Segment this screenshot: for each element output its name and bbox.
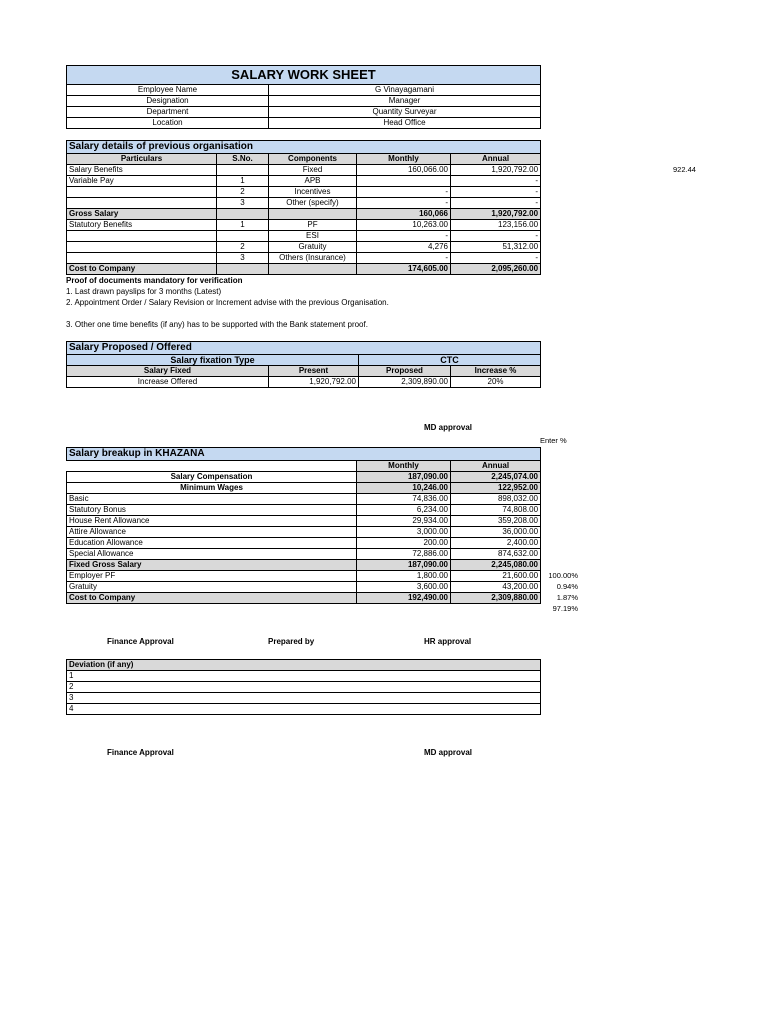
khazana-row [67, 472, 541, 483]
column-header: Monthly [357, 461, 451, 472]
previous-row [67, 231, 541, 242]
component-label: Statutory Bonus [67, 505, 357, 516]
column-header: Particulars [67, 154, 217, 165]
khazana-table [66, 447, 541, 604]
component-label: Special Allowance [67, 549, 357, 560]
proposed-heading: Salary Proposed / Offered [67, 342, 541, 355]
monthly-cell: - [357, 253, 451, 264]
component-cell: APB [269, 176, 357, 187]
khazana-row [67, 483, 541, 494]
previous-row [67, 253, 541, 264]
khazana-row [67, 538, 541, 549]
ctc-label: CTC [359, 355, 541, 366]
khazana-row [67, 549, 541, 560]
monthly-cell: 160,066 [357, 209, 451, 220]
monthly-cell: 10,263.00 [357, 220, 451, 231]
sno-cell: 1 [217, 176, 269, 187]
previous-row [67, 209, 541, 220]
proposed-cell: 1,920,792.00 [269, 377, 359, 388]
annual-cell: 51,312.00 [451, 242, 541, 253]
prepared-by-label: Prepared by [268, 637, 315, 646]
employee-value: G Vinayagamani [269, 85, 541, 96]
sno-cell: 2 [217, 187, 269, 198]
previous-row [67, 242, 541, 253]
proof-item: 3. Other one time benefits (if any) has to be supported with the Bank statement proof. [66, 320, 368, 329]
annual-cell: - [451, 176, 541, 187]
particulars-cell [67, 198, 217, 209]
sno-cell [217, 209, 269, 220]
monthly-cell: 4,276 [357, 242, 451, 253]
deviation-row: 1 [67, 671, 541, 682]
percent-value: 100.00% [548, 571, 578, 580]
sno-cell: 1 [217, 220, 269, 231]
component-label: Fixed Gross Salary [67, 560, 357, 571]
particulars-cell: Cost to Company [67, 264, 217, 275]
component-cell: Gratuity [269, 242, 357, 253]
monthly-cell: - [357, 198, 451, 209]
monthly-cell: 174,605.00 [357, 264, 451, 275]
column-header: Annual [451, 154, 541, 165]
employee-value: Quantity Surveyar [269, 107, 541, 118]
column-header: Present [269, 366, 359, 377]
proposed-table [66, 341, 541, 388]
proposed-cell: 2,309,890.00 [359, 377, 451, 388]
proposed-cell: 20% [451, 377, 541, 388]
proof-heading: Proof of documents mandatory for verification [66, 276, 243, 285]
component-label: Gratuity [67, 582, 357, 593]
hr-approval-label: HR approval [424, 637, 472, 646]
fixation-type-label: Salary fixation Type [67, 355, 359, 366]
particulars-cell [67, 231, 217, 242]
column-header: Salary Fixed [67, 366, 269, 377]
particulars-cell [67, 187, 217, 198]
khazana-row [67, 560, 541, 571]
md-approval-label: MD approval [424, 748, 473, 757]
deviation-heading: Deviation (if any) [67, 660, 541, 671]
previous-heading: Salary details of previous organisation [67, 141, 541, 154]
component-label: Attire Allowance [67, 527, 357, 538]
component-label: Cost to Company [67, 593, 357, 604]
employee-value: Manager [269, 96, 541, 107]
annual-cell: 1,920,792.00 [451, 165, 541, 176]
sno-cell: 3 [217, 198, 269, 209]
deviation-row: 3 [67, 693, 541, 704]
previous-row [67, 187, 541, 198]
khazana-row [67, 516, 541, 527]
khazana-row [67, 571, 541, 582]
annual-cell: - [451, 187, 541, 198]
component-cell: Others (Insurance) [269, 253, 357, 264]
khazana-row [67, 505, 541, 516]
annual-cell: 43,200.00 [451, 582, 541, 593]
percent-value: 97.19% [552, 604, 578, 613]
particulars-cell: Variable Pay [67, 176, 217, 187]
monthly-cell: 6,234.00 [357, 505, 451, 516]
previous-row [67, 165, 541, 176]
annual-cell: 2,400.00 [451, 538, 541, 549]
annual-cell: 123,156.00 [451, 220, 541, 231]
particulars-cell: Statutory Benefits [67, 220, 217, 231]
monthly-cell: 200.00 [357, 538, 451, 549]
annual-cell: 2,309,880.00 [451, 593, 541, 604]
sno-cell: 2 [217, 242, 269, 253]
monthly-cell [357, 176, 451, 187]
component-cell: Fixed [269, 165, 357, 176]
proposed-cell: Increase Offered [67, 377, 269, 388]
annual-cell: 359,208.00 [451, 516, 541, 527]
annual-cell: 122,952.00 [451, 483, 541, 494]
annual-cell: - [451, 253, 541, 264]
sno-cell [217, 165, 269, 176]
column-header: Monthly [357, 154, 451, 165]
employee-table [66, 65, 541, 129]
blank-cell [67, 461, 357, 472]
component-cell: Other (specify) [269, 198, 357, 209]
component-label: Minimum Wages [67, 483, 357, 494]
previous-row [67, 264, 541, 275]
monthly-cell: 29,934.00 [357, 516, 451, 527]
employee-label: Designation [67, 96, 269, 107]
particulars-cell: Salary Benefits [67, 165, 217, 176]
annual-cell: 898,032.00 [451, 494, 541, 505]
employee-label: Employee Name [67, 85, 269, 96]
component-label: House Rent Allowance [67, 516, 357, 527]
khazana-row [67, 593, 541, 604]
component-cell [269, 264, 357, 275]
monthly-cell: - [357, 187, 451, 198]
monthly-cell: 192,490.00 [357, 593, 451, 604]
sno-cell [217, 264, 269, 275]
enter-percent-label: Enter % [540, 436, 567, 445]
monthly-cell: 187,090.00 [357, 560, 451, 571]
annual-cell: 2,245,080.00 [451, 560, 541, 571]
proof-item: 1. Last drawn payslips for 3 months (Latest) [66, 287, 222, 296]
khazana-row [67, 494, 541, 505]
component-label: Education Allowance [67, 538, 357, 549]
md-approval-label: MD approval [424, 423, 473, 432]
khazana-row [67, 582, 541, 593]
column-header: Annual [451, 461, 541, 472]
deviation-table [66, 659, 541, 715]
page-title: SALARY WORK SHEET [67, 66, 541, 85]
annual-cell: 1,920,792.00 [451, 209, 541, 220]
employee-label: Location [67, 118, 269, 129]
monthly-cell: 187,090.00 [357, 472, 451, 483]
annual-cell: 74,808.00 [451, 505, 541, 516]
khazana-row [67, 527, 541, 538]
monthly-cell: 74,836.00 [357, 494, 451, 505]
monthly-cell: 72,886.00 [357, 549, 451, 560]
monthly-cell: 10,246.00 [357, 483, 451, 494]
previous-row [67, 198, 541, 209]
side-value: 922.44 [673, 165, 696, 174]
proof-item: 2. Appointment Order / Salary Revision or Increment advise with the previous Organisation. [66, 298, 389, 307]
monthly-cell: 160,066.00 [357, 165, 451, 176]
monthly-cell: - [357, 231, 451, 242]
percent-value: 0.94% [556, 582, 578, 591]
khazana-heading: Salary breakup in KHAZANA [67, 448, 541, 461]
annual-cell: 2,095,260.00 [451, 264, 541, 275]
particulars-cell [67, 253, 217, 264]
annual-cell: 874,632.00 [451, 549, 541, 560]
column-header: Proposed [359, 366, 451, 377]
annual-cell: 2,245,074.00 [451, 472, 541, 483]
component-cell [269, 209, 357, 220]
particulars-cell: Gross Salary [67, 209, 217, 220]
annual-cell: 36,000.00 [451, 527, 541, 538]
employee-value: Head Office [269, 118, 541, 129]
employee-label: Department [67, 107, 269, 118]
monthly-cell: 1,800.00 [357, 571, 451, 582]
annual-cell: - [451, 198, 541, 209]
component-cell: PF [269, 220, 357, 231]
component-label: Salary Compensation [67, 472, 357, 483]
column-header: Increase % [451, 366, 541, 377]
particulars-cell [67, 242, 217, 253]
finance-approval-label: Finance Approval [107, 637, 174, 646]
component-label: Employer PF [67, 571, 357, 582]
previous-row [67, 176, 541, 187]
deviation-row: 4 [67, 704, 541, 715]
annual-cell: 21,600.00 [451, 571, 541, 582]
monthly-cell: 3,000.00 [357, 527, 451, 538]
annual-cell: - [451, 231, 541, 242]
component-cell: Incentives [269, 187, 357, 198]
component-label: Basic [67, 494, 357, 505]
finance-approval-label: Finance Approval [107, 748, 174, 757]
monthly-cell: 3,600.00 [357, 582, 451, 593]
deviation-row: 2 [67, 682, 541, 693]
component-cell: ESI [269, 231, 357, 242]
percent-value: 1.87% [556, 593, 578, 602]
column-header: S.No. [217, 154, 269, 165]
sno-cell [217, 231, 269, 242]
previous-org-table [66, 140, 541, 275]
column-header: Components [269, 154, 357, 165]
previous-row [67, 220, 541, 231]
sno-cell: 3 [217, 253, 269, 264]
